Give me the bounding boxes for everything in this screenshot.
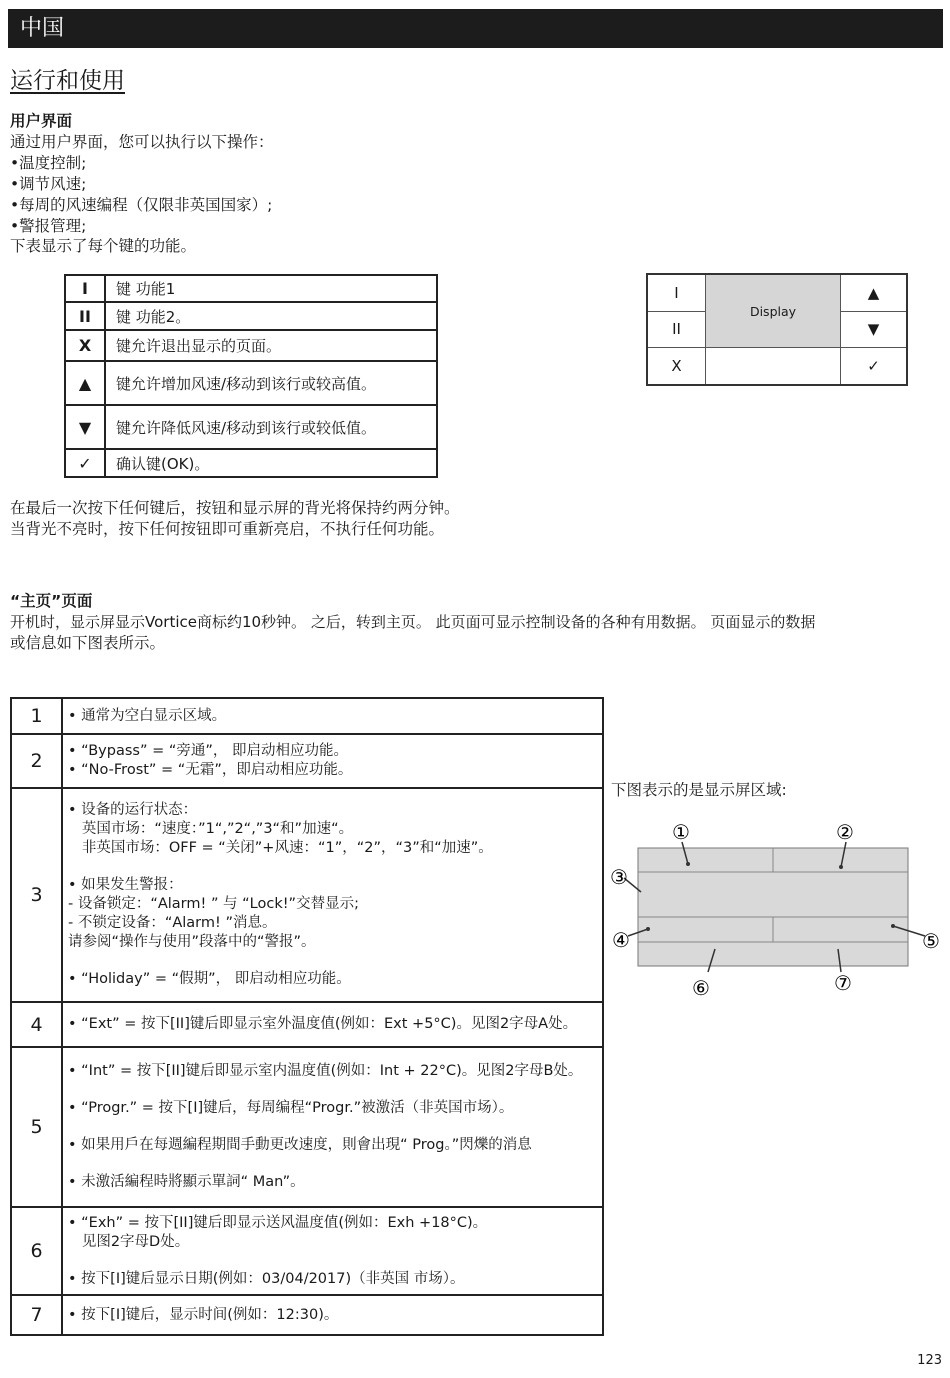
row-content	[62, 1207, 603, 1295]
display-area-diagram	[608, 812, 944, 1012]
pointer-dot	[646, 927, 650, 931]
pointer-dot	[686, 862, 690, 866]
home-heading: “主页”页面	[10, 592, 93, 610]
row-content	[62, 1047, 603, 1207]
key-symbol: II	[65, 302, 105, 330]
row-line: • “Bypass” = “旁通”， 即启动相应功能。	[68, 743, 348, 759]
spacer	[68, 858, 602, 876]
row-line: • “Progr.” = 按下[I]键后，每周编程“Progr.”被激活（非英国市场）。	[68, 1100, 514, 1116]
row-line: • “Holiday” = “假期”， 即启动相应功能。	[68, 971, 351, 987]
row-line: • “Ext” = 按下[II]键后即显示室外温度值(例如：Ext +5°C)。见图2字母A处。	[68, 1016, 578, 1032]
table-row	[11, 1207, 603, 1295]
spacer	[68, 1118, 602, 1136]
key-description: 键 功能1	[105, 275, 437, 302]
key-function-table	[64, 274, 438, 478]
home-line-2: 或信息如下图表所示。	[10, 634, 166, 652]
table-row	[11, 698, 603, 734]
backlight-line-1: 在最后一次按下任何键后，按钮和显示屏的背光将保持约两分钟。	[10, 499, 460, 517]
table-row	[65, 302, 437, 330]
row-line: • 按下[I]键后，显示时间(例如：12:30)。	[68, 1306, 339, 1323]
key-description: 键允许增加风速/移动到该行或较高值。	[105, 361, 437, 405]
row-line: 非英国市场：OFF = “关闭”+风速：“1”，“2”，“3”和“加速”。	[68, 840, 493, 856]
control-panel-illustration	[646, 273, 908, 386]
key-symbol: ▲	[65, 361, 105, 405]
display-area	[706, 275, 840, 347]
row-number: 4	[11, 1002, 62, 1047]
row-number: 1	[11, 698, 62, 734]
row-line: 见图2字母D处。	[68, 1233, 190, 1250]
panel-key-x: X	[671, 356, 682, 375]
header-bar	[8, 9, 943, 48]
row-line: - 不锁定设备：“Alarm! ”消息。	[68, 915, 277, 931]
home-page-data-table	[10, 697, 604, 1336]
panel-key-ok: ✓	[867, 356, 880, 375]
user-interface-intro: 通过用户界面，您可以执行以下操作：	[10, 133, 274, 151]
row-line: • 设备的运行状态：	[68, 802, 198, 818]
table-row	[11, 1002, 603, 1047]
key-symbol: I	[65, 275, 105, 302]
pointer-dot	[839, 865, 843, 869]
page-number: 123	[917, 1353, 942, 1368]
row-number: 5	[11, 1047, 62, 1207]
table-row	[11, 788, 603, 1002]
marker-6: ⑥	[692, 976, 710, 1000]
key-description: 键 功能2。	[105, 302, 437, 330]
row-line: 英国市场：“速度：”1“,”2“,”3“和”加速“。	[68, 821, 354, 837]
diagram-caption: 下图表示的是显示屏区域:	[611, 781, 787, 799]
row-content	[62, 698, 603, 734]
table-row	[11, 1047, 603, 1207]
row-number: 2	[11, 734, 62, 788]
bullet-item: •每周的风速编程（仅限非英国国家）;	[10, 196, 273, 214]
row-line: • 如果用戶在每週編程期間手動更改速度，則會出現“ Prog。”閃爍的消息	[68, 1137, 532, 1153]
table-row	[65, 330, 437, 361]
key-symbol: ▼	[65, 405, 105, 449]
table-row	[65, 275, 437, 302]
marker-4: ④	[612, 928, 630, 952]
row-content	[62, 1295, 603, 1335]
row-line: • 如果发生警报：	[68, 877, 183, 893]
row-line: • “Exh” = 按下[II]键后即显示送风温度值(例如：Exh +18°C)。	[68, 1214, 488, 1231]
panel-key-up: ▲	[867, 284, 880, 302]
row-content	[62, 734, 603, 788]
row-line: • 未激活編程時將顯示單詞“ Man”。	[68, 1174, 305, 1190]
table-row	[65, 361, 437, 405]
row-line: • “No-Frost” = “无霜”，即启动相应功能。	[68, 762, 353, 778]
section-title: 运行和使用	[10, 68, 125, 94]
table-row	[11, 734, 603, 788]
spacer	[68, 1252, 602, 1270]
panel-key-down: ▼	[867, 320, 880, 338]
row-line: • 通常为空白显示区域。	[68, 707, 227, 724]
divider	[705, 275, 706, 384]
row-line: - 设备锁定：“Alarm! ” 与 “Lock!”交替显示;	[68, 896, 359, 912]
panel-key-ii: II	[672, 320, 681, 338]
marker-5: ⑤	[922, 929, 940, 953]
pointer-dot	[891, 924, 895, 928]
marker-3: ③	[610, 865, 628, 889]
table-row	[11, 1295, 603, 1335]
user-interface-outro: 下表显示了每个键的功能。	[10, 237, 197, 255]
spacer	[68, 1081, 602, 1099]
bullet-item: •警报管理;	[10, 217, 87, 235]
marker-7: ⑦	[834, 971, 852, 995]
row-number: 6	[11, 1207, 62, 1295]
bullet-item: •温度控制;	[10, 154, 87, 172]
key-symbol: ✓	[65, 449, 105, 477]
spacer	[68, 1155, 602, 1173]
row-line: • 按下[I]键后显示日期(例如：03/04/2017)（非英国 市场）。	[68, 1270, 465, 1287]
table-row	[65, 405, 437, 449]
home-line-1: 开机时，显示屏显示Vortice商标约10秒钟。 之后，转到主页。 此页面可显示控制设备的各种有用数据。 页面显示的数据	[10, 613, 816, 631]
user-interface-heading: 用户界面	[10, 112, 73, 130]
table-row	[65, 449, 437, 477]
row-line: 请参阅“操作与使用”段落中的“警报”。	[68, 934, 316, 950]
header-title: 中国	[20, 16, 65, 41]
row-content	[62, 788, 603, 1002]
key-description: 键允许降低风速/移动到该行或较低值。	[105, 405, 437, 449]
bullet-item: •调节风速;	[10, 175, 87, 193]
marker-2: ②	[836, 820, 854, 844]
row-number: 7	[11, 1295, 62, 1335]
spacer	[68, 952, 602, 970]
row-line: • “Int” = 按下[II]键后即显示室内温度值(例如：Int + 22°C)。见图2字母B处。	[68, 1063, 583, 1079]
marker-1: ①	[672, 820, 690, 844]
row-number: 3	[11, 788, 62, 1002]
row-content	[62, 1002, 603, 1047]
display-label: Display	[749, 303, 797, 319]
key-description: 确认键(OK)。	[105, 449, 437, 477]
panel-key-i: I	[674, 284, 679, 302]
key-description: 键允许退出显示的页面。	[105, 330, 437, 361]
backlight-line-2: 当背光不亮时，按下任何按钮即可重新亮启，不执行任何功能。	[10, 520, 445, 538]
key-symbol: X	[65, 330, 105, 361]
